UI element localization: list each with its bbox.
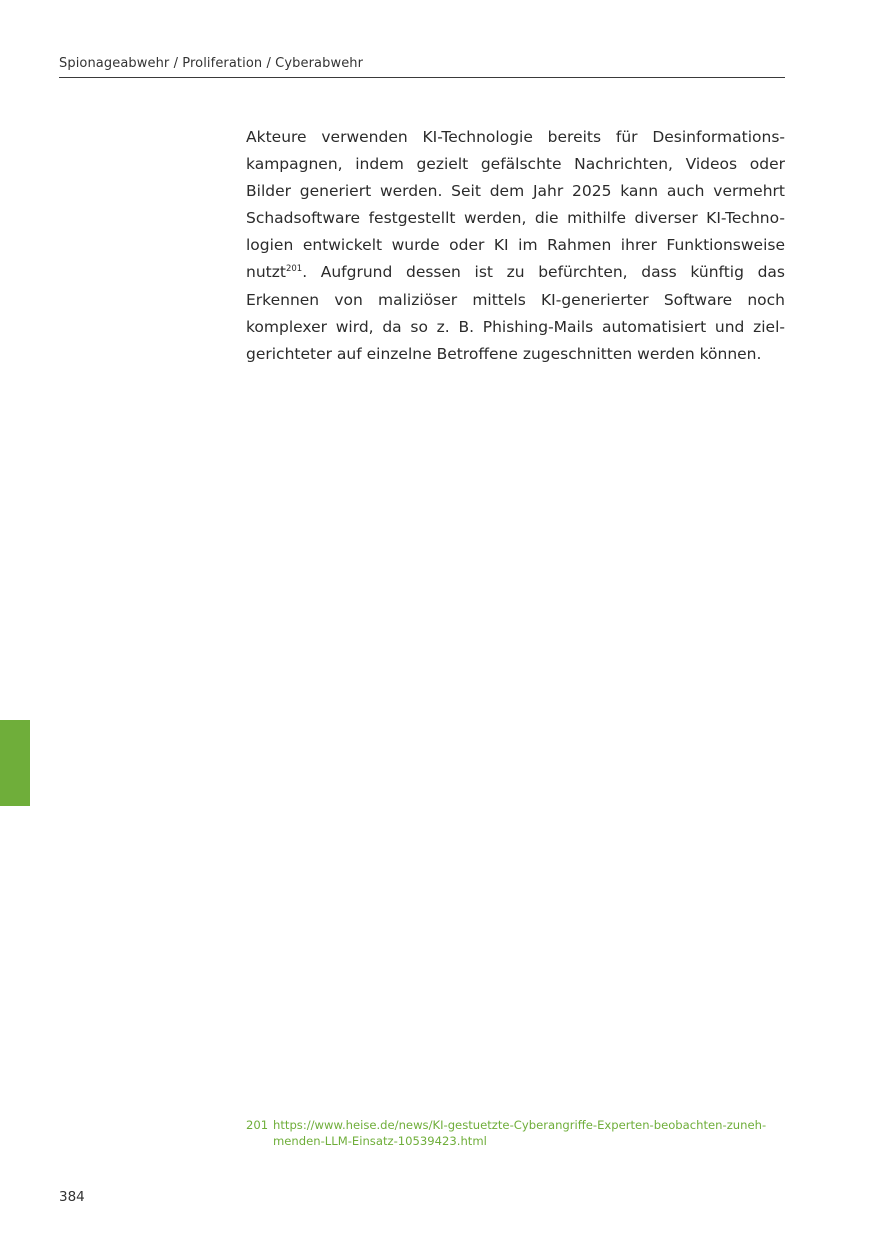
running-header: [59, 56, 785, 78]
paragraph-line: Schadsoftware festgestellt werden, die mithilfe diverser KI-Techno-: [246, 209, 785, 228]
paragraph-line: kampagnen, indem gezielt gefälschte Nachrichten, Videos oder: [246, 155, 785, 174]
footnote: [246, 1118, 785, 1149]
page-number: 384: [59, 1189, 85, 1205]
paragraph-line: gerichteter auf einzelne Betroffene zugeschnitten werden können.: [246, 344, 762, 363]
footnote-link[interactable]: [273, 1118, 785, 1149]
footnote-number: 201: [246, 1118, 269, 1132]
chapter-side-tab: [0, 720, 30, 806]
footnote-link-line[interactable]: menden-LLM-Einsatz-10539423.html: [273, 1133, 487, 1148]
paragraph-line: logien entwickelt wurde oder KI im Rahmen ihrer Funktionsweise: [246, 236, 785, 255]
paragraph-line: Akteure verwenden KI-Technologie bereits für Desinformations-: [246, 128, 785, 146]
paragraph-line: [246, 259, 785, 286]
paragraph-text: nutzt: [246, 263, 286, 282]
paragraph-line: Erkennen von maliziöser mittels KI-generierter Software noch: [246, 290, 785, 309]
paragraph-line: Bilder generiert werden. Seit dem Jahr 2025 kann auch vermehrt: [246, 182, 785, 201]
paragraph-line: komplexer wird, da so z. B. Phishing-Mails automatisiert und ziel-: [246, 317, 785, 336]
paragraph-text: . Aufgrund dessen ist zu befürchten, dass künftig das: [302, 263, 785, 282]
running-header-title: Spionageabwehr / Proliferation / Cyberabwehr: [59, 56, 364, 71]
body-paragraph: [246, 124, 785, 368]
footnote-link-line[interactable]: https://www.heise.de/news/KI-gestuetzte-Cyberangriffe-Experten-beobachten-zuneh-: [273, 1118, 767, 1132]
footnote-reference[interactable]: 201: [285, 264, 303, 275]
